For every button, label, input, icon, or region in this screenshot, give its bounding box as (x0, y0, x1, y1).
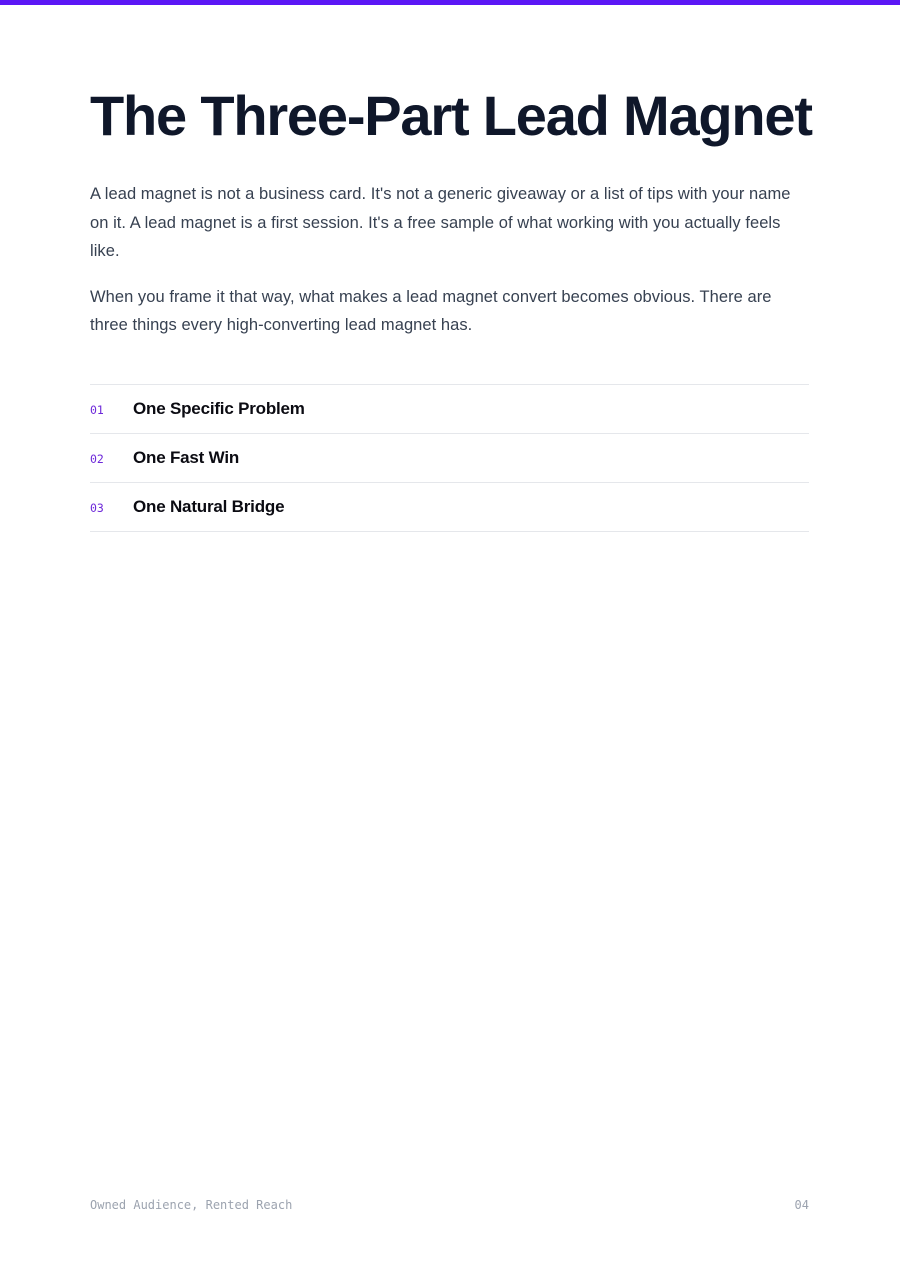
item-number: 01 (90, 403, 104, 417)
list-item (90, 434, 809, 483)
top-accent-bar (0, 0, 900, 5)
footer-book-title: Owned Audience, Rented Reach (90, 1198, 293, 1212)
page-title: The Three-Part Lead Magnet (90, 84, 812, 147)
item-number: 02 (90, 452, 104, 466)
list-item (90, 483, 809, 532)
page-content (90, 84, 812, 532)
lead-magnet-parts-list (90, 384, 809, 532)
item-label: One Specific Problem (133, 398, 305, 418)
page-footer (90, 1198, 809, 1212)
list-item (90, 385, 809, 434)
intro-paragraph: A lead magnet is not a business card. It's not a generic giveaway or a list of tips with your name on it. A lead magnet is a first session. It's a free sample of what working with you actually feels like. (90, 185, 791, 260)
footer-page-number: 04 (794, 1198, 809, 1212)
framing-paragraph: When you frame it that way, what makes a lead magnet convert becomes obvious. There are three things every high-converting lead magnet has. (90, 287, 772, 334)
item-number: 03 (90, 501, 104, 515)
item-label: One Fast Win (133, 447, 240, 467)
item-label: One Natural Bridge (133, 496, 285, 516)
